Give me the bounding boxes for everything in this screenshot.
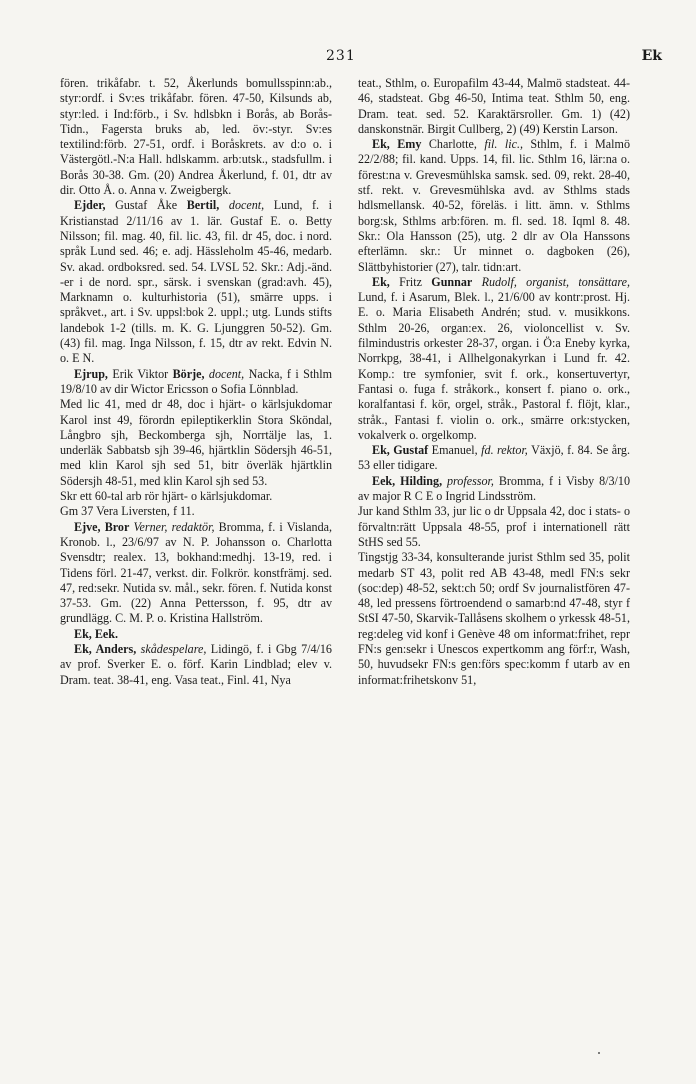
continuation-paragraph: teat., Sthlm, o. Europafilm 43-44, Malmö stadsteat. 44-46, stadsteat. Gbg 46-50, Intima teat. Sthlm 50, eng. Dram. teat. sed. 52. Karaktärsroller. Gm. 1) (42) danskonstnär. Birgit Cullberg, 2) (49) Kerstin Larson. [358, 76, 630, 136]
speck-mark [598, 1052, 600, 1054]
entry-ek-gunnar: Ek, Fritz Gunnar Rudolf, organist, tonsättare, Lund, f. i Asarum, Blek. l., 21/6/00 av kontr:prost. Hj. E. o. Maria Elisabeth Andrén; stud. v. musikkons. Sthlm 20-26, organ:ex. 26, violoncellist v. Sv. filmindustris orkester 28-37, organ. i Ö:a Eneby kyrka, Norrkpg, 38-41, i Allhelgonakyrkan i Lund fr. 42. Komp.: tre symfonier, svit f. ork., konsertuvertyr, Fantasi o. fuga f. stråkork., konsert f. piano o. ork., koralfantasi f. kör, orgel, stråk., Pastoral f. flöjt, klar., stråk., Fantasi f. violin o. ork., smärre ork:stycken, vokalverk o. orgelkomp. [358, 274, 631, 442]
continuation-paragraph: fören. trikåfabr. t. 52, Åkerlunds bomullsspinn:ab., styr:ordf. i Sv:es trikåfabr. fören. 47-50, Kilsunds ab, styr:led. i Ind:förb., i Sv. hdlsbkn i Borås, ab Borås-Tidn., Fagersta bruks ab, led. öv:-styr. Sv:es textilind:förb. 27-51, ordf. i Boråskrets. av d:o o. i Västergötl.-N:a Hall. hdlskamm. arb:utsk., stadsfullm. i Borås 30-38. Gm. (20) Andrea Åkerlund, f. 01, dtr av dir. Otto Å. o. Anna v. Zweigbergk. [60, 76, 332, 198]
entry-ejrup: Ejrup, Erik Viktor Börje, docent, Nacka, f i Sthlm 19/8/10 av dir Wictor Ericsson o Sofia Lönnblad. [60, 366, 332, 396]
entry-ek-gustaf: Ek, Gustaf Emanuel, fd. rektor, Växjö, f. 84. Se årg. 53 eller tidigare. [358, 443, 630, 473]
entry-ejve: Ejve, Bror Verner, redaktör, Bromma, f. i Vislanda, Kronob. l., 23/6/97 av N. P. Johansson o. Charlotta Svensdtr; realex. 13, bokhand:medhj. 13-19, red. i Tidens förl. 21-47, verkst. dir. Folkrör. konstfrämj. sed. 47, red:sekr. Nutida sv. mål., sekr. fören. f. Nutida konst 37-53. Gm. (22) Anna Pettersson, f. 95, dtr av grundlägg. C. M. P. o. Kristina Hallström. [60, 519, 333, 626]
entry-eek-hilding: Eek, Hilding, professor, Bromma, f i Visby 8/3/10 av major R C E o Ingrid Lindsström. [358, 473, 630, 504]
entry-ek-emy: Ek, Emy Charlotte, fil. lic., Sthlm, f. i Malmö 22/2/88; fil. kand. Upps. 14, fil. lic. Sthlm 16, lär:na o. förest:na v. Grevesmühlska samsk. sed. 09, rekt. 28-40, stf. rekt. v. Grevesmühlska avd. av Sthlms stads hdlsmellansk. 40-52, föreläs. i litt. ämn. v. Sthlms borg:sk, Sthlms arb:fören. m. fl. sed. 18. Iqml 8. 48. Skr.: Ola Hansson (25), utg. 2 dlr av Ola Hanssons efterlämn. skr.: Ur minnet o. dagboken (26), Slättbyhistorier (27), talr. tidn:art. [358, 137, 630, 274]
entry-paragraph: Gm 37 Vera Liversten, f 11. [60, 504, 195, 519]
entry-paragraph: Tingstjg 33-34, konsulterande jurist Sthlm sed 35, polit medarb ST 43, polit red AB 43-48, medl FN:s sekr (soc:dep) 48-52, sekt:ch 50; ordf Sv journalistfören 47-48, led pressens förtroendend o samarb:nd 47-48, styr f StSI 47-50, Skarvik-Tallåsens skolhem o yrkessk 48-51, reg:deleg vid konf i Genève 48 om informat:frihet, repr FN:s gen:sekr i Unescos expertkomm ang förf:r, Wash, 50, huvudsekr FN:s gen:förs spec:komm f utarb av en informat:frihetskonv 51, [358, 550, 630, 687]
page-number: 231 [326, 48, 356, 64]
entry-paragraph: Med lic 41, med dr 48, doc i hjärt- o kärlsjukdomar Karol inst 49, förordn epileptikerklin Stora Sköndal, Långbro sjh, Beckomberga sjh, Norrtälje las, 1. underläk Sabbatsb sjh 39-46, hjärtklin Södersjh 46-51, med klin Karol sjh sed 51, bitr överläk hjärtklin Södersjh 48-51, med klin Karol sjh sed 53. [60, 397, 332, 488]
entry-ek-eek: Ek, Eek. [74, 626, 119, 641]
entry-paragraph: Skr ett 60-tal arb rör hjärt- o kärlsjukdomar. [60, 489, 273, 504]
left-column [60, 76, 332, 688]
running-head: Ek [641, 48, 662, 64]
right-column [358, 76, 630, 688]
entry-ek-anders: Ek, Anders, skådespelare, Lidingö, f. i Gbg 7/4/16 av prof. Sverker E. o. förf. Karin Lindblad; elev v. Dram. teat. 38-41, eng. Vasa teat., Finl. 41, Nya [60, 641, 332, 687]
entry-paragraph: Jur kand Sthlm 33, jur lic o dr Uppsala 42, doc i stats- o förvaltn:rätt Uppsala 48-55, prof i internationell rätt StHS sed 55. [358, 504, 630, 549]
entry-ejder: Ejder, Gustaf Åke Bertil, docent, Lund, f. i Kristianstad 2/11/16 av 1. lär. Gustaf E. o. Betty Nilsson; fil. mag. 40, fil. lic. 43, fil. dr 45, doc. i nord. språk Lund sed. 46; e. adj. Hässleholm 45-46, medarb. Sv. akad. ordboksred. sed. 54. LVSL 52. Skr.: Adj.-änd. -er i de nord. spr., särsk. i svenskan (grad:avh. 45), Marknamn o. kulturhistoria (51), smärre upps. i språkvet., art. i Sv. uppsl:bok 2. uppl.; utg. Lunds stifts landebok 1-2 (tills. m. K. G. Ljunggren 50-52). Gm. (43) fil. mag. Inga Nilsson, f. 15, dtr av rekt. Edvin N. o. E N. [60, 198, 332, 366]
